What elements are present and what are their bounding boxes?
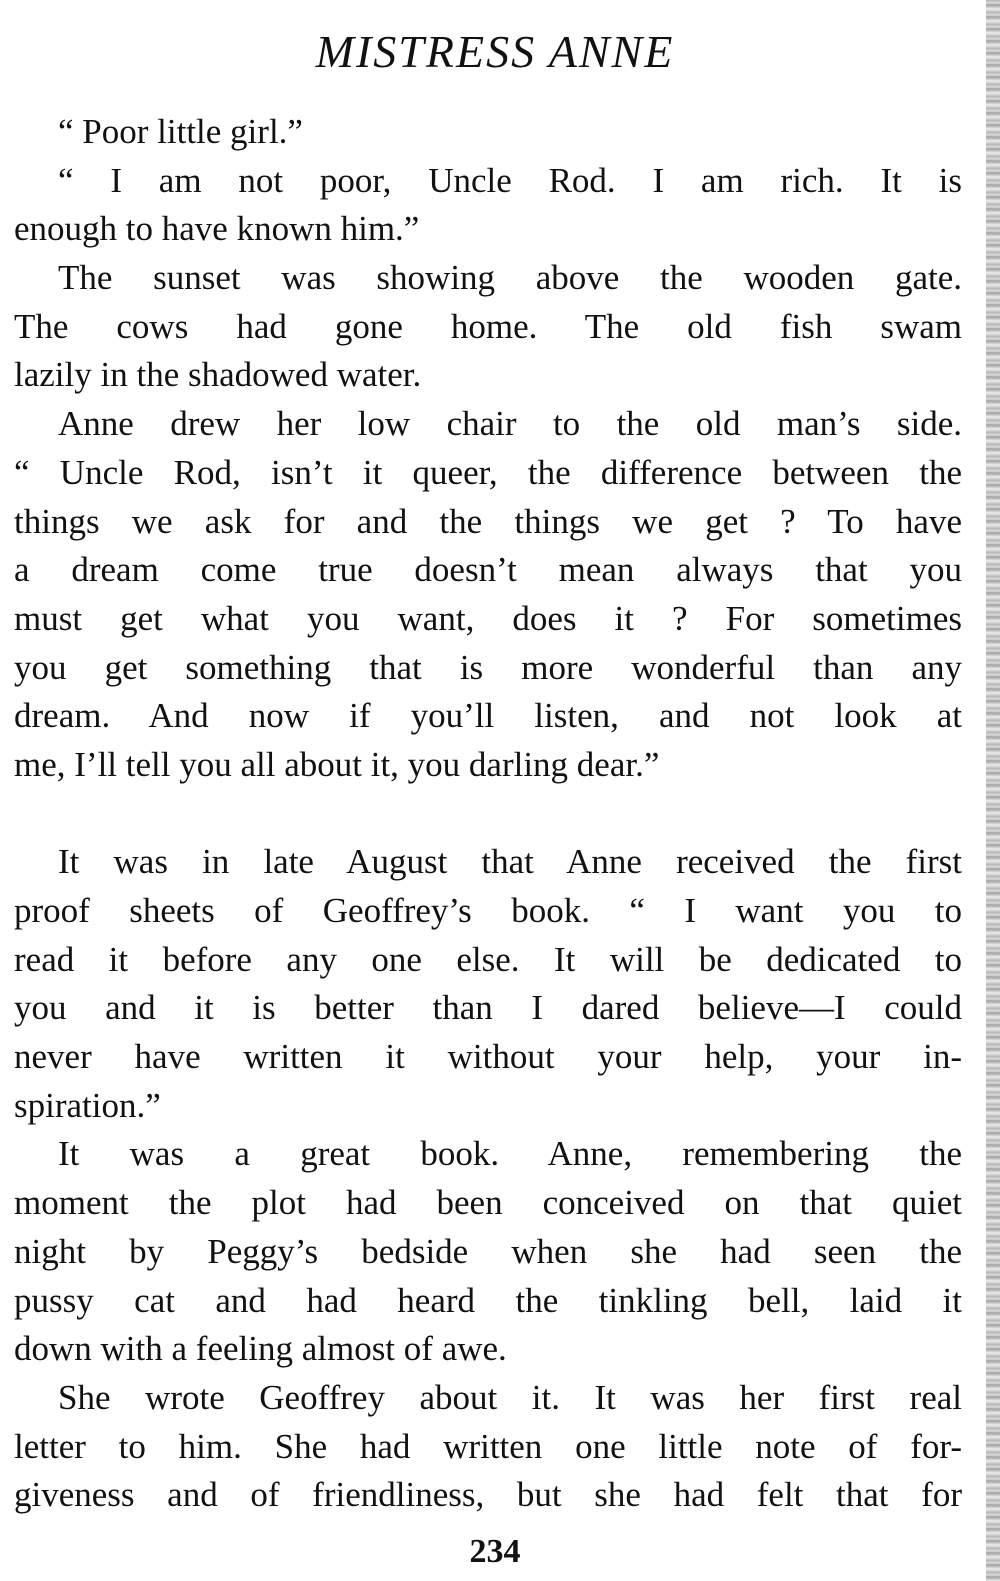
text-line: you get something that is more wonderful than any — [14, 647, 962, 687]
section-break — [14, 790, 962, 839]
running-head: MISTRESS ANNE — [315, 26, 675, 77]
text-line: Anne drew her low chair to the old man’s side. — [58, 404, 962, 444]
text-line: pussy cat and had heard the tinkling bell, laid it — [14, 1280, 962, 1320]
text-line: a dream come true doesn’t mean always that you — [14, 550, 962, 590]
text-line: must get what you want, does it ? For sometimes — [14, 598, 962, 638]
text-line: you and it is better than I dared believe—I could — [14, 988, 962, 1028]
text-line: things we ask for and the things we get ? To have — [14, 501, 962, 541]
text-line: The sunset was showing above the wooden gate. — [58, 258, 962, 298]
text-line: “ Uncle Rod, isn’t it queer, the difference between the — [14, 452, 962, 492]
scan-edge-shadow — [986, 0, 1000, 1581]
text-line: “ I am not poor, Uncle Rod. I am rich. It is — [58, 160, 962, 200]
text-line: proof sheets of Geoffrey’s book. “ I want you to — [14, 891, 962, 930]
text-line: me, I’ll tell you all about it, you darling dear.” — [14, 744, 660, 784]
text-line: down with a feeling almost of awe. — [14, 1329, 507, 1369]
text-line: read it before any one else. It will be dedicated to — [14, 939, 962, 979]
text-line: “ Poor little girl.” — [58, 112, 303, 151]
text-line: It was in late August that Anne received the first — [58, 842, 962, 882]
text-line: The cows had gone home. The old fish swam — [14, 306, 962, 346]
text-line: It was a great book. Anne, remembering the — [58, 1134, 962, 1174]
text-line: never have written it without your help, your in- — [14, 1037, 962, 1077]
text-line: lazily in the shadowed water. — [14, 355, 422, 395]
text-line: letter to him. She had written one little note of for- — [14, 1426, 962, 1466]
page-number: 234 — [469, 1533, 521, 1570]
text-line: dream. And now if you’ll listen, and not look at — [14, 696, 962, 736]
text-line: night by Peggy’s bedside when she had seen the — [14, 1231, 962, 1271]
text-line: enough to have known him.” — [14, 209, 420, 249]
body-text — [14, 108, 962, 1520]
text-line: giveness and of friendliness, but she had felt that for — [14, 1475, 962, 1515]
text-line: moment the plot had been conceived on that quiet — [14, 1183, 962, 1223]
text-line: spiration.” — [14, 1085, 161, 1125]
text-line: She wrote Geoffrey about it. It was her first real — [58, 1377, 962, 1417]
